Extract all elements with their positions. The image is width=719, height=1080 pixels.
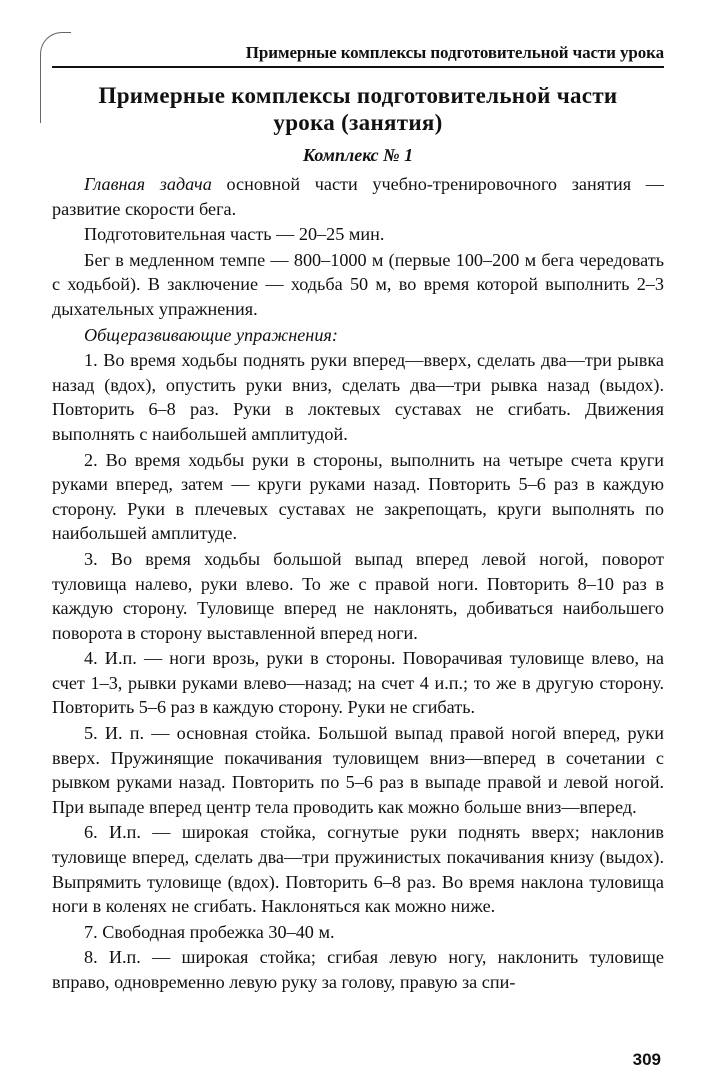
main-task-emphasis: Главная задача <box>84 174 212 194</box>
running-head <box>52 42 664 68</box>
paragraph-slow-run: Бег в медленном темпе — 800–1000 м (первые 100–200 м бега чередовать с ходьбой). В заключение — ходьба 50 м, во время которой выполнить 2–3 дыхательных упражнения. <box>52 249 664 319</box>
body-text <box>52 172 664 995</box>
exercise-6: 6. И.п. — широкая стойка, согнутые руки поднять вверх; наклонив туловище вперед, сделать два—три пружинистых покачивания книзу (выдох). Выпрямить туловище (вдох). Повторить 6–8 раз. Во время наклона туловища ноги в коленях не сгибать. Наклоняться как можно ниже. <box>52 822 664 917</box>
page-title-line-2: урока (занятия) <box>273 110 443 135</box>
exercise-1: 1. Во время ходьбы поднять руки вперед—вверх, сделать два—три рывка назад (вдох), опустить руки вниз, сделать два—три рывка назад (выдох). Повторить 6–8 раз. Руки в локтевых суставах не сгибать. Движения выполнять с наибольшей амплитудой. <box>52 350 664 444</box>
exercise-7: 7. Свободная пробежка 30–40 м. <box>84 921 335 942</box>
exercise-4: 4. И.п. — ноги врозь, руки в стороны. Поворачивая туловище влево, на счет 1–3, рывки руками влево—назад; на счет 4 и.п.; то же в другую сторону. Повторить 5–6 раз в каждую сторону. Руки не сгибать. <box>52 648 664 718</box>
page-title-line-1: Примерные комплексы подготовительной части <box>98 83 618 108</box>
paragraph-prep-part: Подготовительная часть — 20–25 мин. <box>84 224 385 245</box>
exercise-5: 5. И. п. — основная стойка. Большой выпад правой ногой вперед, руки вверх. Пружинящие покачивания туловищем вниз—вперед в сочетании с рывком руками назад. Повторить по 5–6 раз в выпаде правой и левой ногой. При выпаде вперед центр тела проводить как можно больше вниз—вперед. <box>52 723 664 817</box>
complex-subtitle: Комплекс № 1 <box>302 145 414 165</box>
paragraph-main-task <box>52 172 664 221</box>
running-head-text: Примерные комплексы подготовительной части урока <box>245 43 664 62</box>
page-title <box>52 82 664 136</box>
page-number: 309 <box>632 1050 661 1069</box>
exercise-8: 8. И.п. — широкая стойка; сгибая левую ногу, наклонить туловище вправо, одновременно левую руку за голову, правую за спи- <box>52 947 664 992</box>
main-task-text: основной части учебно-тренировочного занятия — развитие скорости бега. <box>52 174 664 219</box>
exercise-3: 3. Во время ходьбы большой выпад вперед левой ногой, поворот туловища налево, руки влево. То же с правой ноги. Повторить 8–10 раз в каждую сторону. Туловище вперед не наклонять, добиваться наибольшего поворота в сторону выставленной вперед ноги. <box>52 548 664 643</box>
exercise-2: 2. Во время ходьбы руки в стороны, выполнить на четыре счета круги руками вперед, затем — круги руками назад. Повторить 5–6 раз в каждую сторону. Руки в плечевых суставах не закрепощать, круги выполнять по наибольшей амплитуде. <box>52 449 664 544</box>
paragraph-general-exercises-heading: Общеразвивающие упражнения: <box>84 324 338 345</box>
